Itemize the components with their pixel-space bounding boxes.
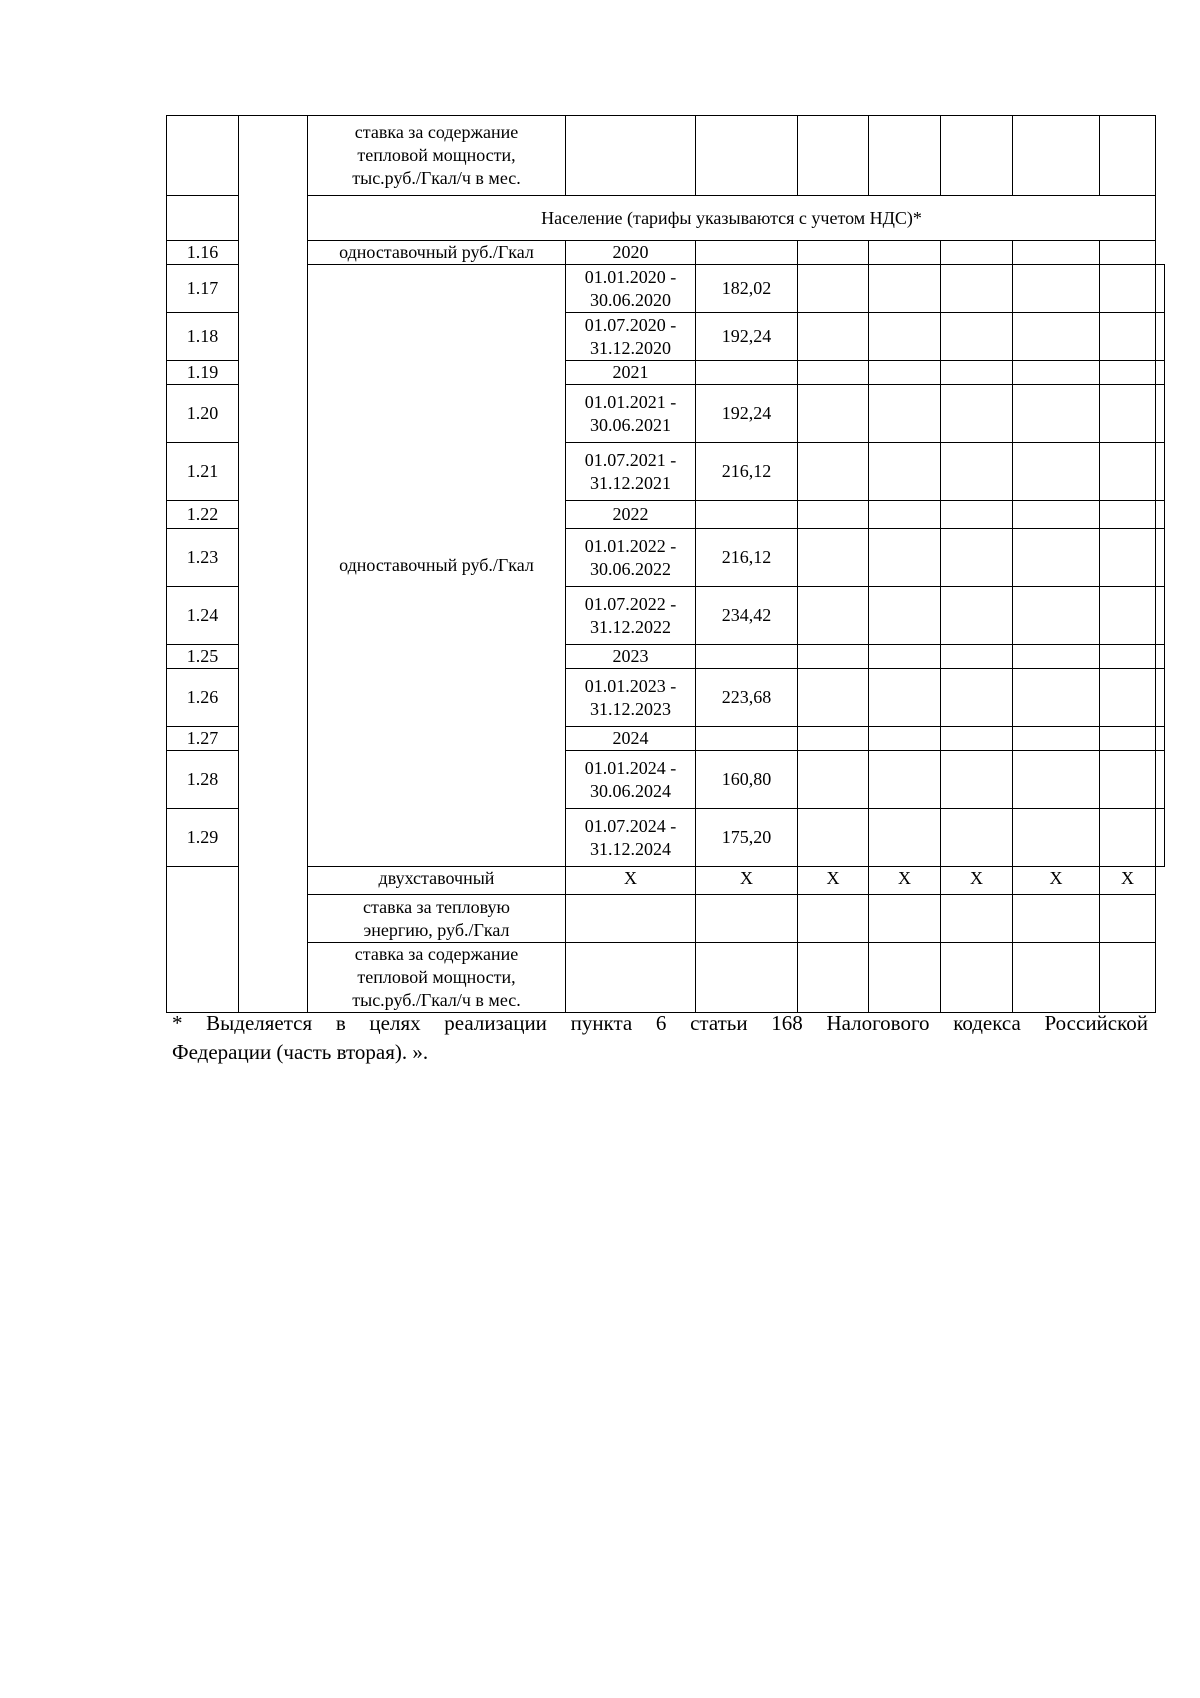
row-label: одноставочный руб./Гкал: [308, 241, 566, 265]
table-row: [167, 241, 1165, 265]
row-number-cell: [167, 867, 239, 1013]
tariff-value: 223,68: [696, 669, 798, 727]
period-cell: 01.01.2023 - 31.12.2023: [566, 669, 696, 727]
table-row: [167, 265, 1165, 313]
tariff-value: 216,12: [696, 529, 798, 587]
energy-rate-label: ставка за тепловую энергию, руб./Гкал: [308, 895, 566, 943]
row-number: 1.24: [167, 587, 239, 645]
section-header-row: [167, 196, 1165, 241]
period-cell: 2023: [566, 645, 696, 669]
two-rate-label: двухставочный: [308, 867, 566, 895]
row-number: 1.28: [167, 751, 239, 809]
row-number: 1.23: [167, 529, 239, 587]
table-row: [167, 116, 1165, 196]
period-cell: 2020: [566, 241, 696, 265]
value-cell: [941, 241, 1013, 265]
value-cell: [1100, 241, 1156, 265]
value-cell: [798, 116, 869, 196]
value-cell: [696, 116, 798, 196]
value-cell: [798, 241, 869, 265]
row-number: 1.22: [167, 501, 239, 529]
tariff-value: 175,20: [696, 809, 798, 867]
row-number: 1.18: [167, 313, 239, 361]
row-number-cell: [167, 116, 239, 196]
period-cell: 01.07.2020 - 31.12.2020: [566, 313, 696, 361]
period-cell: 01.01.2022 - 30.06.2022: [566, 529, 696, 587]
value-cell: [869, 116, 941, 196]
footnote-line-2: Федерации (часть вторая). ».: [172, 1040, 429, 1064]
row-number-cell: [167, 196, 239, 241]
merged-label: одноставочный руб./Гкал: [308, 265, 566, 867]
period-cell: 2024: [566, 727, 696, 751]
tariff-value: [696, 727, 798, 751]
period-cell: 01.01.2021 - 30.06.2021: [566, 385, 696, 443]
tariff-value: [696, 361, 798, 385]
value-cell: [1100, 116, 1156, 196]
tariff-value: 160,80: [696, 751, 798, 809]
tariff-value: [696, 645, 798, 669]
x-mark: X: [941, 867, 1013, 895]
row-number: 1.21: [167, 443, 239, 501]
x-mark: X: [696, 867, 798, 895]
tariff-table: [166, 115, 1165, 1013]
row-number: 1.19: [167, 361, 239, 385]
x-mark: X: [1100, 867, 1156, 895]
period-cell: 01.01.2024 - 30.06.2024: [566, 751, 696, 809]
value-cell: [566, 116, 696, 196]
merged-column: [239, 116, 308, 1013]
value-cell: [1013, 241, 1100, 265]
period-cell: 2022: [566, 501, 696, 529]
x-mark: X: [1013, 867, 1100, 895]
period-cell: 2021: [566, 361, 696, 385]
row-number: 1.20: [167, 385, 239, 443]
row-number: 1.29: [167, 809, 239, 867]
label-line: тыс.руб./Гкал/ч в мес.: [352, 168, 521, 188]
tariff-value: 182,02: [696, 265, 798, 313]
tariff-value: 234,42: [696, 587, 798, 645]
table-row: [167, 943, 1165, 1013]
row-number: 1.16: [167, 241, 239, 265]
row-number: 1.25: [167, 645, 239, 669]
table-row: [167, 867, 1165, 895]
x-mark: X: [798, 867, 869, 895]
period-cell: 01.07.2021 - 31.12.2021: [566, 443, 696, 501]
x-mark: X: [566, 867, 696, 895]
label-line: тепловой мощности,: [357, 145, 516, 165]
row-number: 1.27: [167, 727, 239, 751]
table-row: [167, 895, 1165, 943]
period-cell: 01.01.2020 - 30.06.2020: [566, 265, 696, 313]
population-header: Население (тарифы указываются с учетом НДС)*: [308, 196, 1156, 241]
value-cell: [696, 241, 798, 265]
label-line: ставка за содержание: [354, 122, 519, 142]
tariff-value: 216,12: [696, 443, 798, 501]
table-body: [167, 116, 1165, 1013]
tariff-value: [696, 501, 798, 529]
row-number: 1.17: [167, 265, 239, 313]
row-label: [308, 116, 566, 196]
x-mark: X: [869, 867, 941, 895]
value-cell: [869, 241, 941, 265]
tariff-value: 192,24: [696, 385, 798, 443]
tariff-value: 192,24: [696, 313, 798, 361]
row-number: 1.26: [167, 669, 239, 727]
footnote: [172, 1009, 1148, 1067]
capacity-rate-label: ставка за содержание тепловой мощности, тыс.руб./Гкал/ч в мес.: [308, 943, 566, 1013]
value-cell: [941, 116, 1013, 196]
period-cell: 01.07.2022 - 31.12.2022: [566, 587, 696, 645]
value-cell: [1013, 116, 1100, 196]
footnote-line-1: * Выделяется в целях реализации пункта 6 статьи 168 Налогового кодекса Российской: [172, 1011, 1148, 1035]
period-cell: 01.07.2024 - 31.12.2024: [566, 809, 696, 867]
